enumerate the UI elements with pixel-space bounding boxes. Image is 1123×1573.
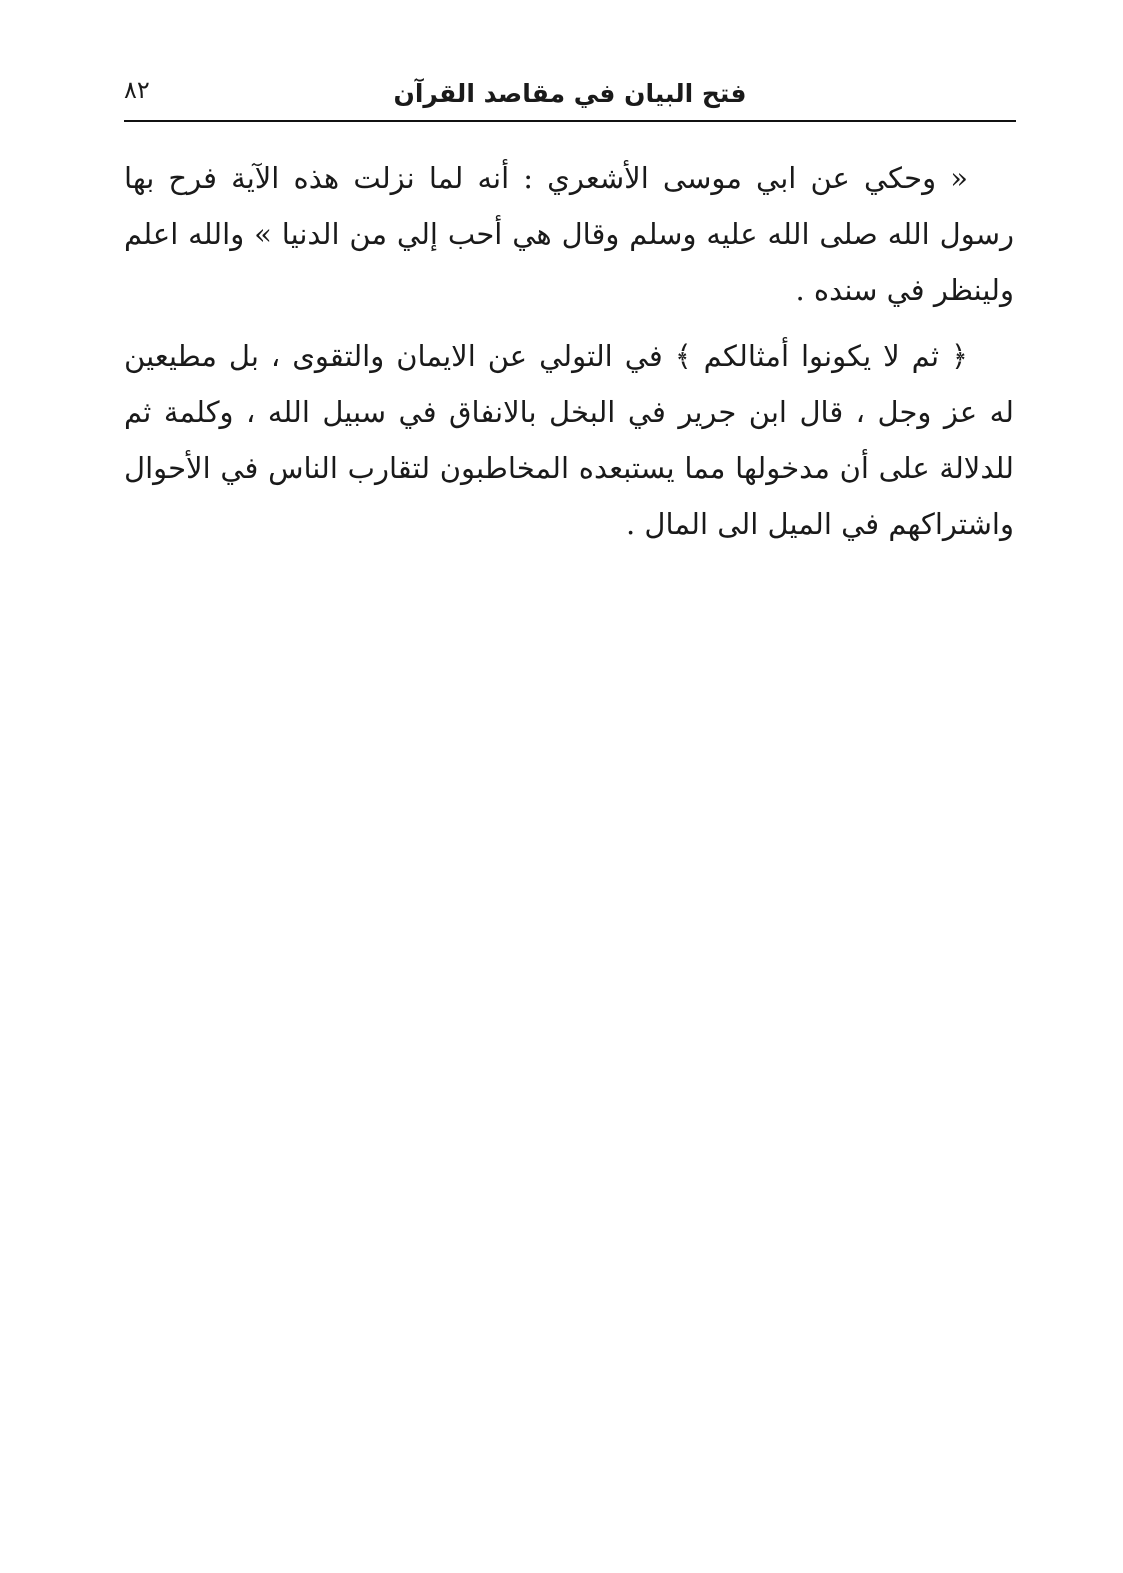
text-line: ﴿ ثم لا يكونوا أمثالكم ﴾ في التولي عن الايمان والتقوى ، بل مطيعين <box>124 339 968 373</box>
paragraph-2 <box>124 328 1014 552</box>
text-line: « وحكي عن ابي موسى الأشعري : أنه لما نزلت هذه الآية فرح بها <box>124 161 968 195</box>
page-number: ٨٢ <box>124 76 150 104</box>
running-title: فتح البيان في مقاصد القرآن <box>393 79 747 108</box>
text-line: له عز وجل ، قال ابن جرير في البخل بالانفاق في سبيل الله ، وكلمة ثم <box>124 395 1014 429</box>
paragraph-1 <box>124 150 1014 318</box>
text-line: ولينظر في سنده . <box>795 273 1014 307</box>
text-line: للدلالة على أن مدخولها مما يستبعده المخاطبون لتقارب الناس في الأحوال <box>124 451 1014 485</box>
text-line: رسول الله صلى الله عليه وسلم وقال هي أحب إلي من الدنيا » والله اعلم <box>124 217 1014 251</box>
header-divider <box>124 120 1016 122</box>
body-text <box>124 150 1014 562</box>
text-line: واشتراكهم في الميل الى المال . <box>626 507 1014 541</box>
page-header <box>124 70 1016 124</box>
